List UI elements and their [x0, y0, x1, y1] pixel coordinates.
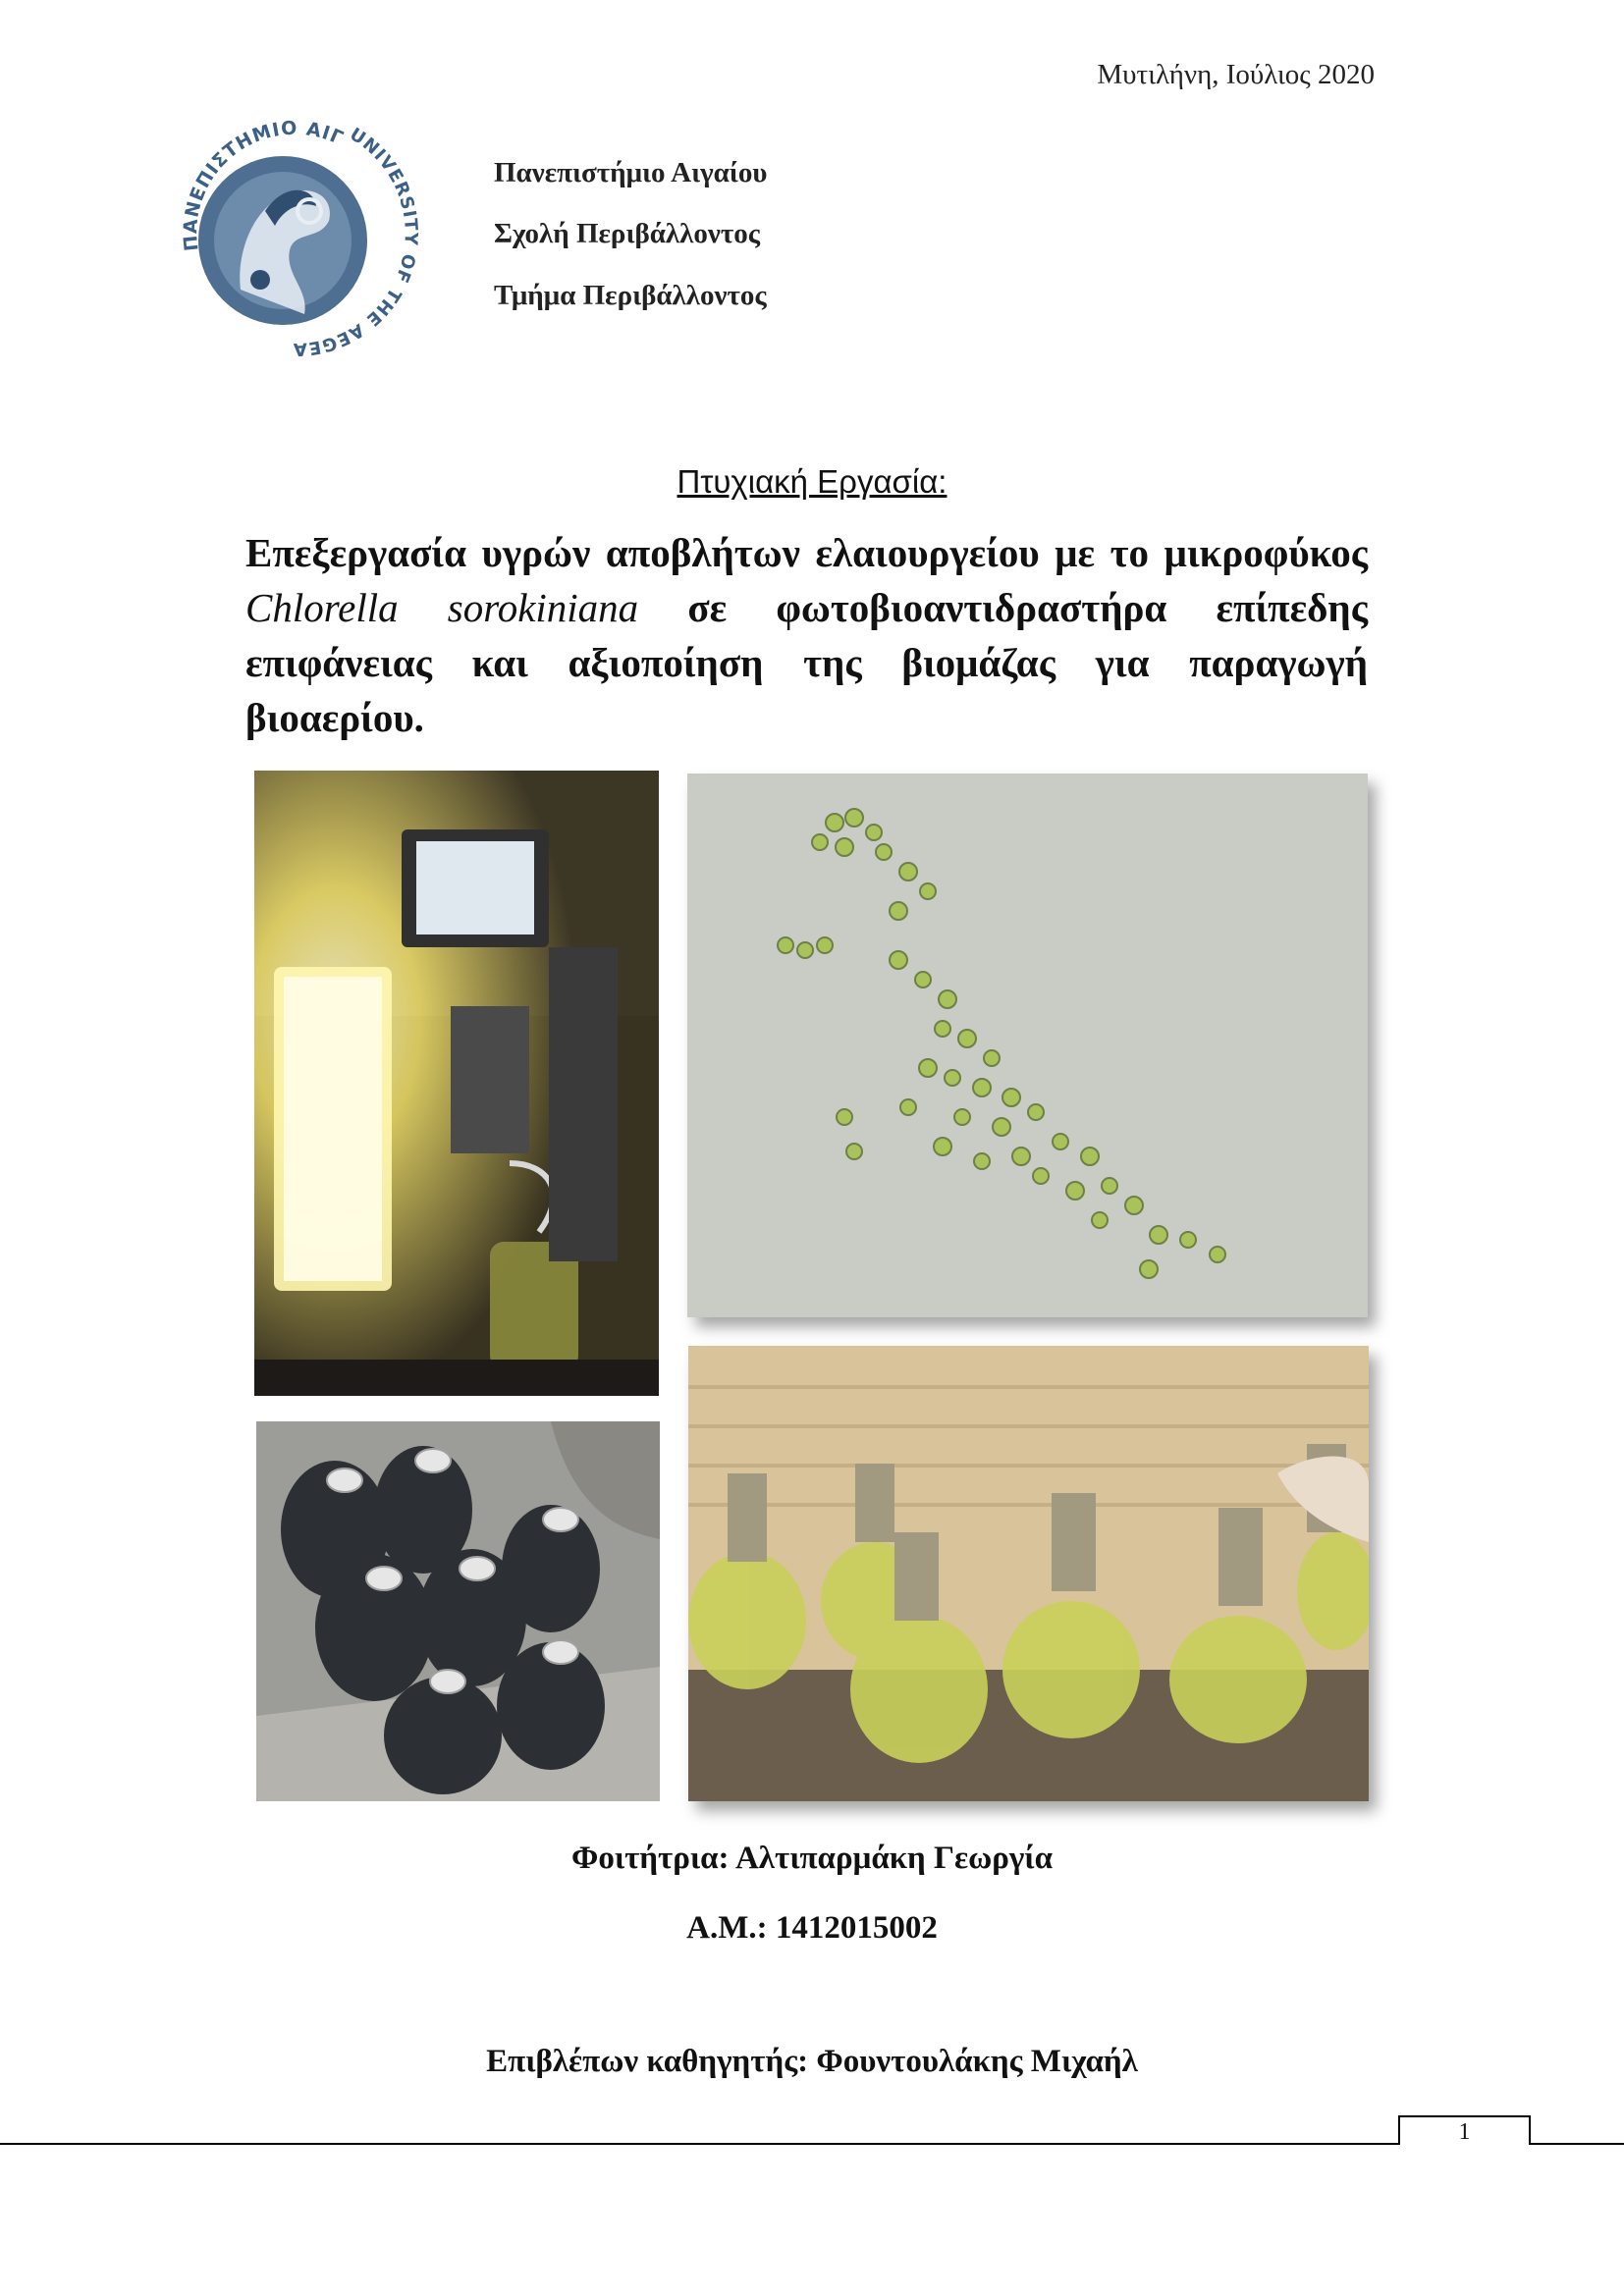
thesis-title	[245, 525, 1368, 745]
footer-rule-right	[1527, 2143, 1624, 2145]
document-date: Μυτιλήνη, Ιούλιος 2020	[1097, 59, 1375, 90]
title-species: Chlorella sorokiniana	[245, 585, 639, 630]
footer-rule	[0, 2143, 1398, 2145]
title-part1: Επεξεργασία υγρών αποβλήτων ελαιουργείου με το μικροφύκος	[245, 530, 1368, 575]
institution-department: Τμήμα Περιβάλλοντος	[494, 280, 767, 311]
microalgae-microscope-photo	[687, 774, 1368, 1317]
photobioreactor-photo	[254, 771, 659, 1396]
biogas-bottles-photo	[256, 1421, 660, 1801]
university-logo-icon	[147, 93, 442, 368]
logo-text-right: UNIVERSITY OF THE AEGEA	[292, 124, 421, 360]
student-name: Φοιτήτρια: Αλτιπαρμάκη Γεωργία	[570, 1841, 1054, 1876]
thesis-label: Πτυχιακή Εργασία:	[677, 463, 947, 500]
logo-text-top: ΠΑΝΕΠΙΣΤΗΜΙΟ ΑΙΓ	[180, 117, 348, 252]
page-number: 1	[1398, 2115, 1531, 2145]
title-part2: σε φωτοβιοαντιδραστήρα επίπεδης επιφάνειας και αξιοποίηση της βιομάζας για παραγωγή βιοαερίου.	[245, 585, 1368, 740]
culture-flasks-photo	[688, 1346, 1369, 1801]
supervisor-name: Επιβλέπων καθηγητής: Φουντουλάκης Μιχαήλ	[486, 2044, 1138, 2079]
institution-school: Σχολή Περιβάλλοντος	[494, 218, 760, 249]
student-id: Α.Μ.: 1412015002	[686, 1910, 938, 1946]
institution-university: Πανεπιστήμιο Αιγαίου	[494, 157, 768, 188]
